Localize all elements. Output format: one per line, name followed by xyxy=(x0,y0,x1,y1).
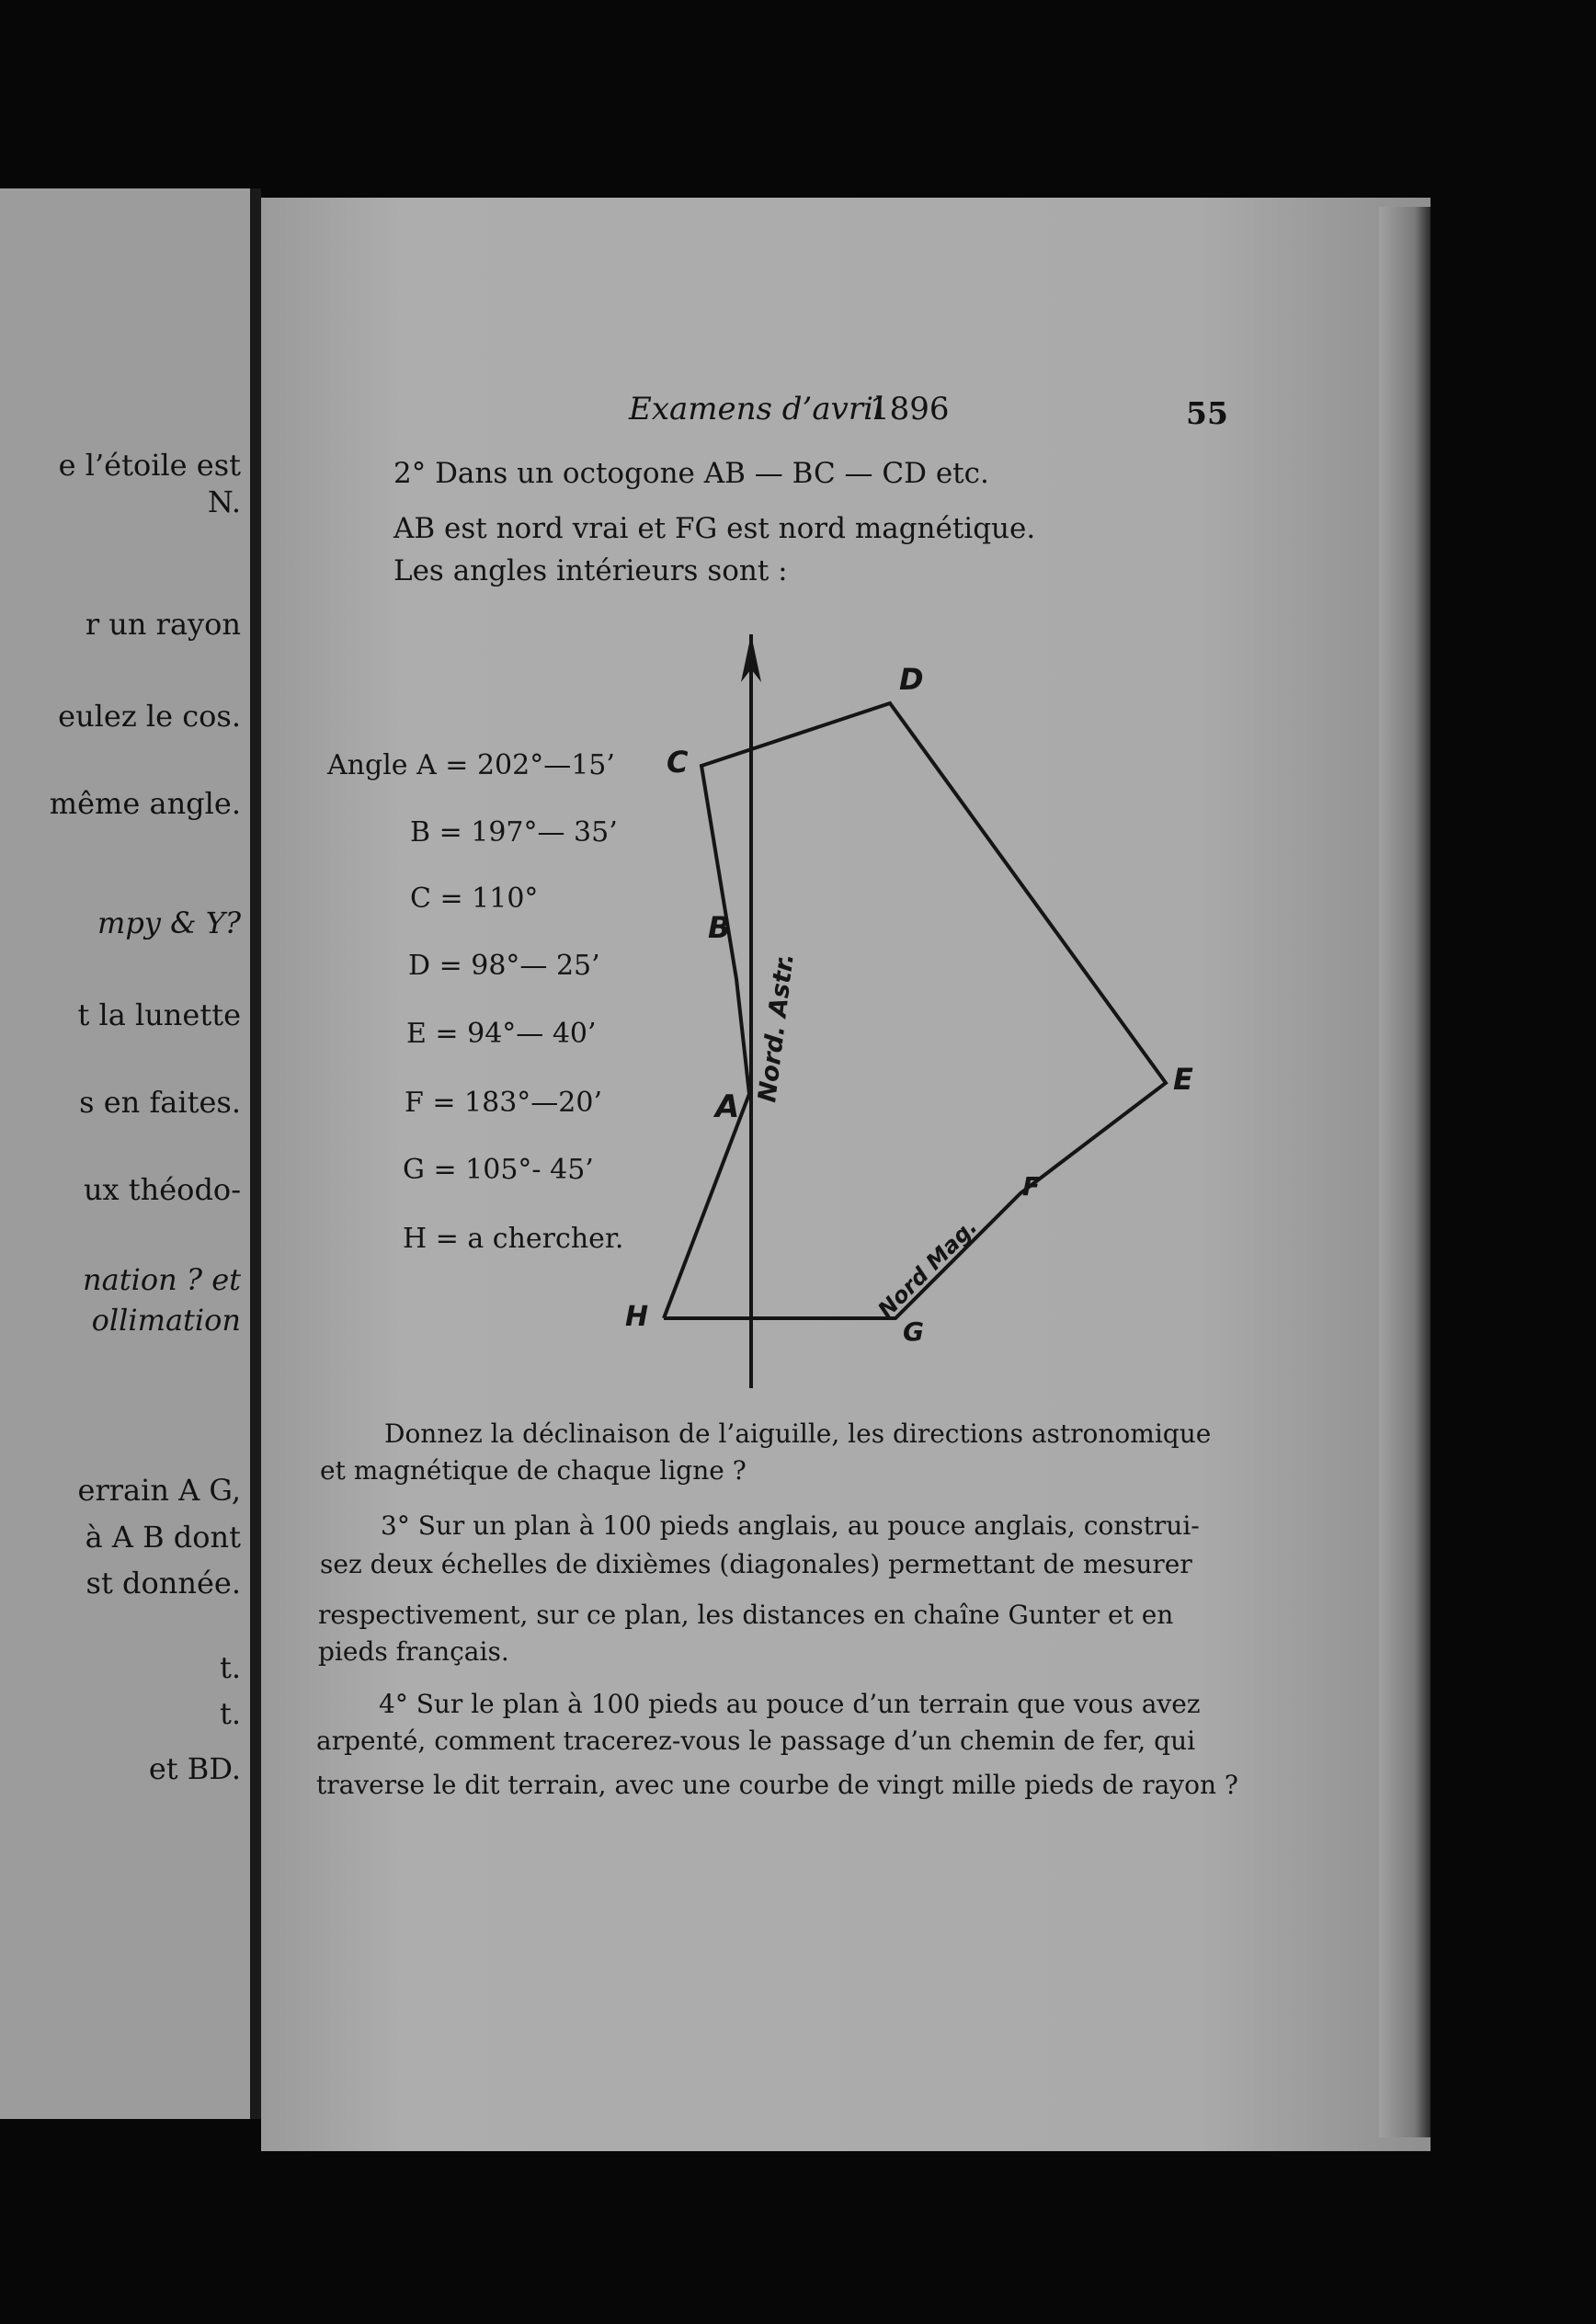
vertex-label-e: E xyxy=(1173,1062,1193,1097)
nord-mag-label: Nord Mag. xyxy=(872,1213,983,1324)
angle-h: H = a chercher. xyxy=(403,1223,624,1255)
left-page-line: t la lunette xyxy=(77,997,241,1032)
angle-e: E = 94°— 40’ xyxy=(406,1018,597,1050)
angle-c: C = 110° xyxy=(410,883,539,915)
left-page-line: nation ? et xyxy=(83,1262,241,1297)
vertex-label-a: A xyxy=(715,1088,740,1125)
octagon-outline xyxy=(664,703,1166,1318)
left-facing-page xyxy=(0,188,250,2119)
left-page-line: t. xyxy=(219,1696,241,1731)
declinaison-line-2: et magnétique de chaque ligne ? xyxy=(320,1455,747,1486)
angle-a: Angle A = 202°—15’ xyxy=(327,749,615,781)
problem-3-line-3: respectivement, sur ce plan, les distances en chaîne Gunter et en xyxy=(318,1600,1174,1630)
angle-b: B = 197°— 35’ xyxy=(410,816,618,849)
angle-f: F = 183°—20’ xyxy=(405,1087,602,1119)
left-page-line: à A B dont xyxy=(85,1520,241,1555)
running-header-title: Examens d’avril xyxy=(629,391,884,427)
left-page-line: même angle. xyxy=(49,786,241,821)
vertex-label-d: D xyxy=(899,662,924,697)
left-page-line: ux théodo- xyxy=(83,1172,241,1207)
declinaison-line-1: Donnez la déclinaison de l’aiguille, les directions astronomique xyxy=(384,1418,1212,1449)
left-page-line: eulez le cos. xyxy=(58,699,241,734)
problem-3-line-4: pieds français. xyxy=(318,1636,509,1667)
book-spine xyxy=(250,188,261,2119)
vertex-label-c: C xyxy=(667,745,689,780)
left-page-line: N. xyxy=(207,484,241,519)
left-page-line: ollimation xyxy=(91,1303,241,1338)
page-edge xyxy=(1379,207,1431,2137)
problem-2-line-1: 2° Dans un octogone AB — BC — CD etc. xyxy=(393,457,989,490)
vertex-label-b: B xyxy=(708,910,731,945)
vertex-label-g: G xyxy=(903,1316,924,1347)
left-page-line: mpy & Y? xyxy=(97,906,241,940)
problem-2-line-3: Les angles intérieurs sont : xyxy=(393,554,788,587)
problem-4-line-2: arpenté, comment tracerez-vous le passage d’un chemin de fer, qui xyxy=(316,1726,1196,1756)
left-page-line: s en faites. xyxy=(79,1085,241,1120)
problem-4-line-1: 4° Sur le plan à 100 pieds au pouce d’un terrain que vous avez xyxy=(379,1689,1201,1719)
nord-astr-label: Nord. Astr. xyxy=(753,951,800,1104)
octagon-diagram xyxy=(625,625,1232,1397)
left-page-line: errain A G, xyxy=(77,1473,241,1508)
vertex-label-h: H xyxy=(625,1301,649,1333)
left-page-line: e l’étoile est xyxy=(58,448,241,483)
problem-3-line-2: sez deux échelles de dixièmes (diagonales) permettant de mesurer xyxy=(320,1549,1192,1579)
angle-g: G = 105°- 45’ xyxy=(403,1154,594,1186)
problem-3-line-1: 3° Sur un plan à 100 pieds anglais, au pouce anglais, construi- xyxy=(381,1510,1200,1541)
problem-4-line-3: traverse le dit terrain, avec une courbe de vingt mille pieds de rayon ? xyxy=(316,1770,1238,1800)
vertex-label-f: F xyxy=(1022,1171,1041,1202)
page-number: 55 xyxy=(1186,395,1228,431)
running-header-year: 1896 xyxy=(870,391,950,427)
left-page-line: et BD. xyxy=(148,1751,241,1786)
left-page-line: st donnée. xyxy=(86,1566,241,1601)
left-page-line: t. xyxy=(219,1650,241,1685)
angle-d: D = 98°— 25’ xyxy=(408,950,600,982)
left-page-line: r un rayon xyxy=(85,607,241,642)
problem-2-line-2: AB est nord vrai et FG est nord magnétique. xyxy=(393,512,1036,545)
